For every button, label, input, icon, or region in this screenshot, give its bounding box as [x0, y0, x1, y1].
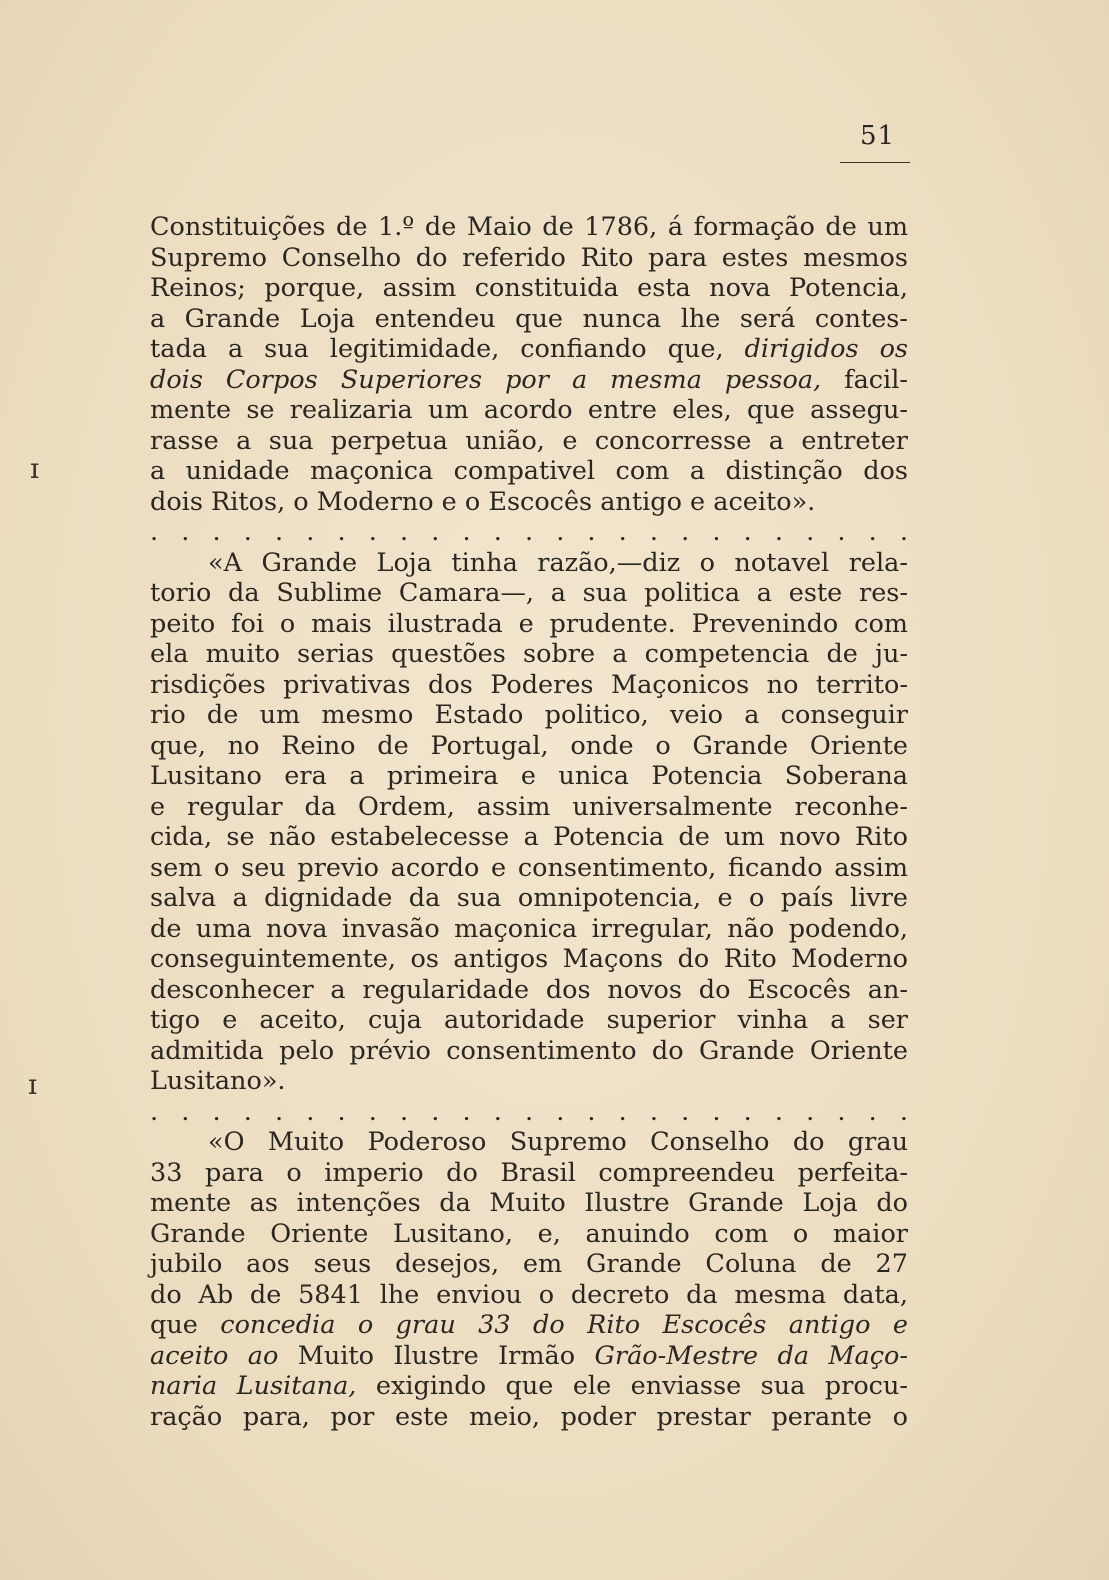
text-line: mente as intenções da Muito Ilustre Grande Loja do: [150, 1188, 908, 1218]
text-run: exigindo que ele enviasse sua procu-: [356, 1371, 908, 1401]
text-line: peito foi o mais ilustrada e prudente. Prevenindo com: [150, 608, 908, 639]
margin-mark: ɪ: [30, 452, 39, 485]
margin-mark: ɪ: [28, 1068, 37, 1101]
text-line: Supremo Conselho do referido Rito para estes mesmos: [150, 242, 908, 273]
text-line: do Ab de 5841 lhe enviou o decreto da mesma data,: [150, 1279, 908, 1310]
text-line: 33 para o imperio do Brasil compreendeu perfeita-: [150, 1157, 908, 1188]
text-line: que, no Reino de Portugal, onde o Grande Oriente: [150, 730, 908, 761]
italic-run: aceito ao: [150, 1340, 279, 1371]
page-number: 51: [860, 121, 896, 151]
text-line: a Grande Loja entendeu que nunca lhe será contes-: [150, 303, 908, 334]
text-line: risdições privativas dos Poderes Maçonicos no territo-: [150, 669, 908, 700]
text-line: admitida pelo prévio consentimento do Grande Oriente: [150, 1035, 908, 1066]
italic-run: Grão-Mestre da Maço-: [594, 1340, 908, 1371]
text-run: Muito Ilustre Irmão: [278, 1340, 595, 1371]
italic-run: concedia o grau 33 do Rito Escocês antigo e: [220, 1310, 908, 1340]
text-line: dois Ritos, o Moderno e o Escocês antigo e aceito».: [150, 486, 816, 517]
text-line: torio da Sublime Camara—, a sua politica a este res-: [150, 578, 908, 608]
text-line: Lusitano era a primeira e unica Potencia Soberana: [150, 761, 908, 791]
text-line: mente se realizaria um acordo entre eles, que assegu-: [150, 395, 908, 425]
text-line: e regular da Ordem, assim universalmente reconhe-: [150, 791, 908, 822]
italic-run: naria Lusitana,: [150, 1371, 357, 1401]
text-line: cida, se não estabelecesse a Potencia de um novo Rito: [150, 822, 908, 852]
text-run: que: [150, 1310, 221, 1340]
text-line: rio de um mesmo Estado politico, veio a conseguir: [150, 700, 908, 730]
text-line: rasse a sua perpetua união, e concorresse a entreter: [150, 425, 908, 456]
text-line: «A Grande Loja tinha razão,—diz o notavel rela-: [208, 547, 908, 578]
text-line: jubilo aos seus desejos, em Grande Coluna de 27: [150, 1249, 908, 1279]
italic-run: dois Corpos Superiores por a mesma pessoa,: [150, 364, 822, 395]
text-line: sem o seu previo acordo e consentimento, ficando assim: [150, 852, 908, 883]
page-number-rule: [840, 162, 910, 163]
text-line: [150, 1371, 908, 1402]
text-run: facil-: [821, 364, 908, 395]
text-line: a unidade maçonica compativel com a distinção dos: [150, 456, 908, 486]
text-line: ração para, por este meio, poder prestar perante o: [150, 1401, 908, 1432]
text-line: «O Muito Poderoso Supremo Conselho do grau: [208, 1127, 908, 1157]
ellipsis-separator: . . . . . . . . . . . . . . . . . . . . . . . . .: [150, 1096, 908, 1127]
text-line: conseguintemente, os antigos Maçons do Rito Moderno: [150, 944, 908, 974]
text-line: [150, 365, 908, 396]
text-line: [150, 334, 908, 365]
text-line: tigo e aceito, cuja autoridade superior vinha a ser: [150, 1005, 908, 1035]
text-line: [150, 1341, 908, 1372]
text-run: tada a sua legitimidade, confiando que,: [150, 334, 745, 364]
text-line: Reinos; porque, assim constituida esta nova Potencia,: [150, 273, 908, 303]
text-line: [150, 1310, 908, 1341]
body-text: [150, 212, 908, 1432]
text-line: de uma nova invasão maçonica irregular, não podendo,: [150, 913, 908, 944]
text-line: salva a dignidade da sua omnipotencia, e o país livre: [150, 883, 908, 913]
ellipsis-separator: . . . . . . . . . . . . . . . . . . . . . . . . .: [150, 517, 908, 547]
text-line: desconhecer a regularidade dos novos do Escocês an-: [150, 974, 908, 1005]
text-line: Grande Oriente Lusitano, e, anuindo com o maior: [150, 1218, 908, 1249]
text-line: Lusitano».: [150, 1066, 286, 1096]
text-line: ela muito serias questões sobre a competencia de ju-: [150, 639, 908, 669]
text-line: Constituições de 1.º de Maio de 1786, á formação de um: [150, 212, 908, 242]
italic-run: dirigidos os: [744, 334, 909, 364]
